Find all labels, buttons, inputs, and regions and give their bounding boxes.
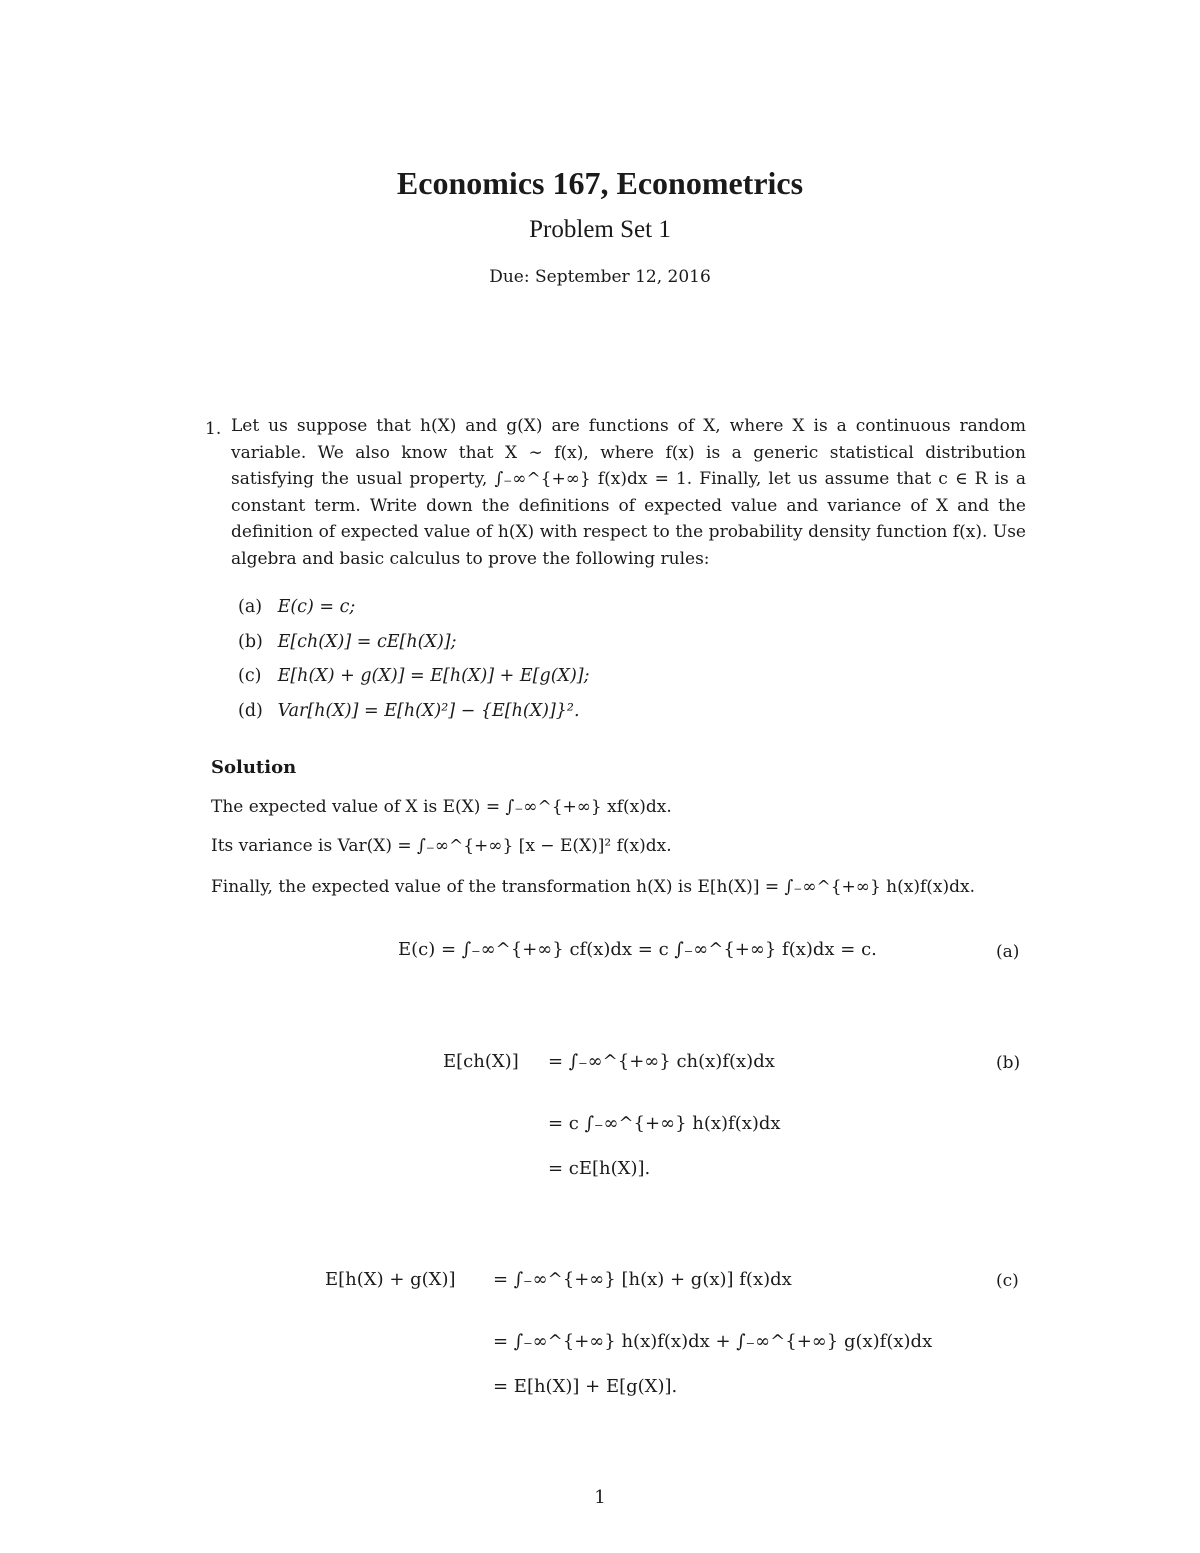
equation-c-lhs: E[h(X) + g(X)]: [325, 1269, 456, 1290]
rule-label: (d): [238, 701, 263, 721]
rule-d: [238, 701, 580, 721]
solution-line-transformation: Finally, the expected value of the transformation h(X) is E[h(X)] = ∫₋∞^{+∞} h(x)f(x)dx.: [211, 877, 975, 897]
rule-label: (c): [238, 666, 262, 686]
rule-label: (a): [238, 597, 263, 617]
rule-expr: Var[h(X)] = E[h(X)²] − {E[h(X)]}².: [277, 701, 580, 721]
solution-heading: Solution: [211, 757, 297, 778]
equation-c-row: = ∫₋∞^{+∞} h(x)f(x)dx + ∫₋∞^{+∞} g(x)f(x)dx: [493, 1331, 933, 1352]
solution-line-expected-value: The expected value of X is E(X) = ∫₋∞^{+∞} xf(x)dx.: [211, 797, 672, 817]
equation-c-row: = ∫₋∞^{+∞} [h(x) + g(x)] f(x)dx: [493, 1269, 792, 1290]
question-number: 1.: [205, 419, 222, 439]
equation-tag-c: (c): [996, 1271, 1019, 1291]
page-title: Economics 167, Econometrics: [396, 165, 804, 201]
due-date: Due: September 12, 2016: [489, 267, 711, 287]
equation-b-row: = cE[h(X)].: [548, 1158, 651, 1179]
equation-tag-b: (b): [996, 1053, 1021, 1073]
equation-b-row: = ∫₋∞^{+∞} ch(x)f(x)dx: [548, 1051, 775, 1072]
rule-b: [238, 632, 457, 652]
question-text: Let us suppose that h(X) and g(X) are functions of X, where X is a continuous random variable. We also know that X ∼ f(x), where f(x) is a generic statistical distribution satisfying the usual property, ∫₋∞^{+∞} f(x)dx = 1. Finally, let us assume that c ∈ R is a constant term. Write down the definitions of expected value and variance of X and the definition of expected value of h(X) with respect to the probability density function f(x). Use algebra and basic calculus to prove the following rules:: [231, 416, 1026, 569]
equation-c-row: = E[h(X)] + E[g(X)].: [493, 1376, 678, 1397]
equation-a: E(c) = ∫₋∞^{+∞} cf(x)dx = c ∫₋∞^{+∞} f(x)dx = c.: [398, 939, 877, 960]
rule-expr: E[ch(X)] = cE[h(X)];: [277, 632, 457, 652]
rule-expr: E[h(X) + g(X)] = E[h(X)] + E[g(X)];: [277, 666, 590, 686]
rule-label: (b): [238, 632, 263, 652]
solution-line-variance: Its variance is Var(X) = ∫₋∞^{+∞} [x − E(X)]² f(x)dx.: [211, 836, 672, 856]
page-number: 1: [594, 1487, 606, 1508]
rule-a: [238, 597, 355, 617]
equation-b-row: = c ∫₋∞^{+∞} h(x)f(x)dx: [548, 1113, 781, 1134]
rule-expr: E(c) = c;: [277, 597, 356, 617]
page-subtitle: Problem Set 1: [529, 216, 671, 243]
rule-c: [238, 666, 590, 686]
equation-b-lhs: E[ch(X)]: [443, 1051, 519, 1072]
equation-tag-a: (a): [996, 942, 1020, 962]
